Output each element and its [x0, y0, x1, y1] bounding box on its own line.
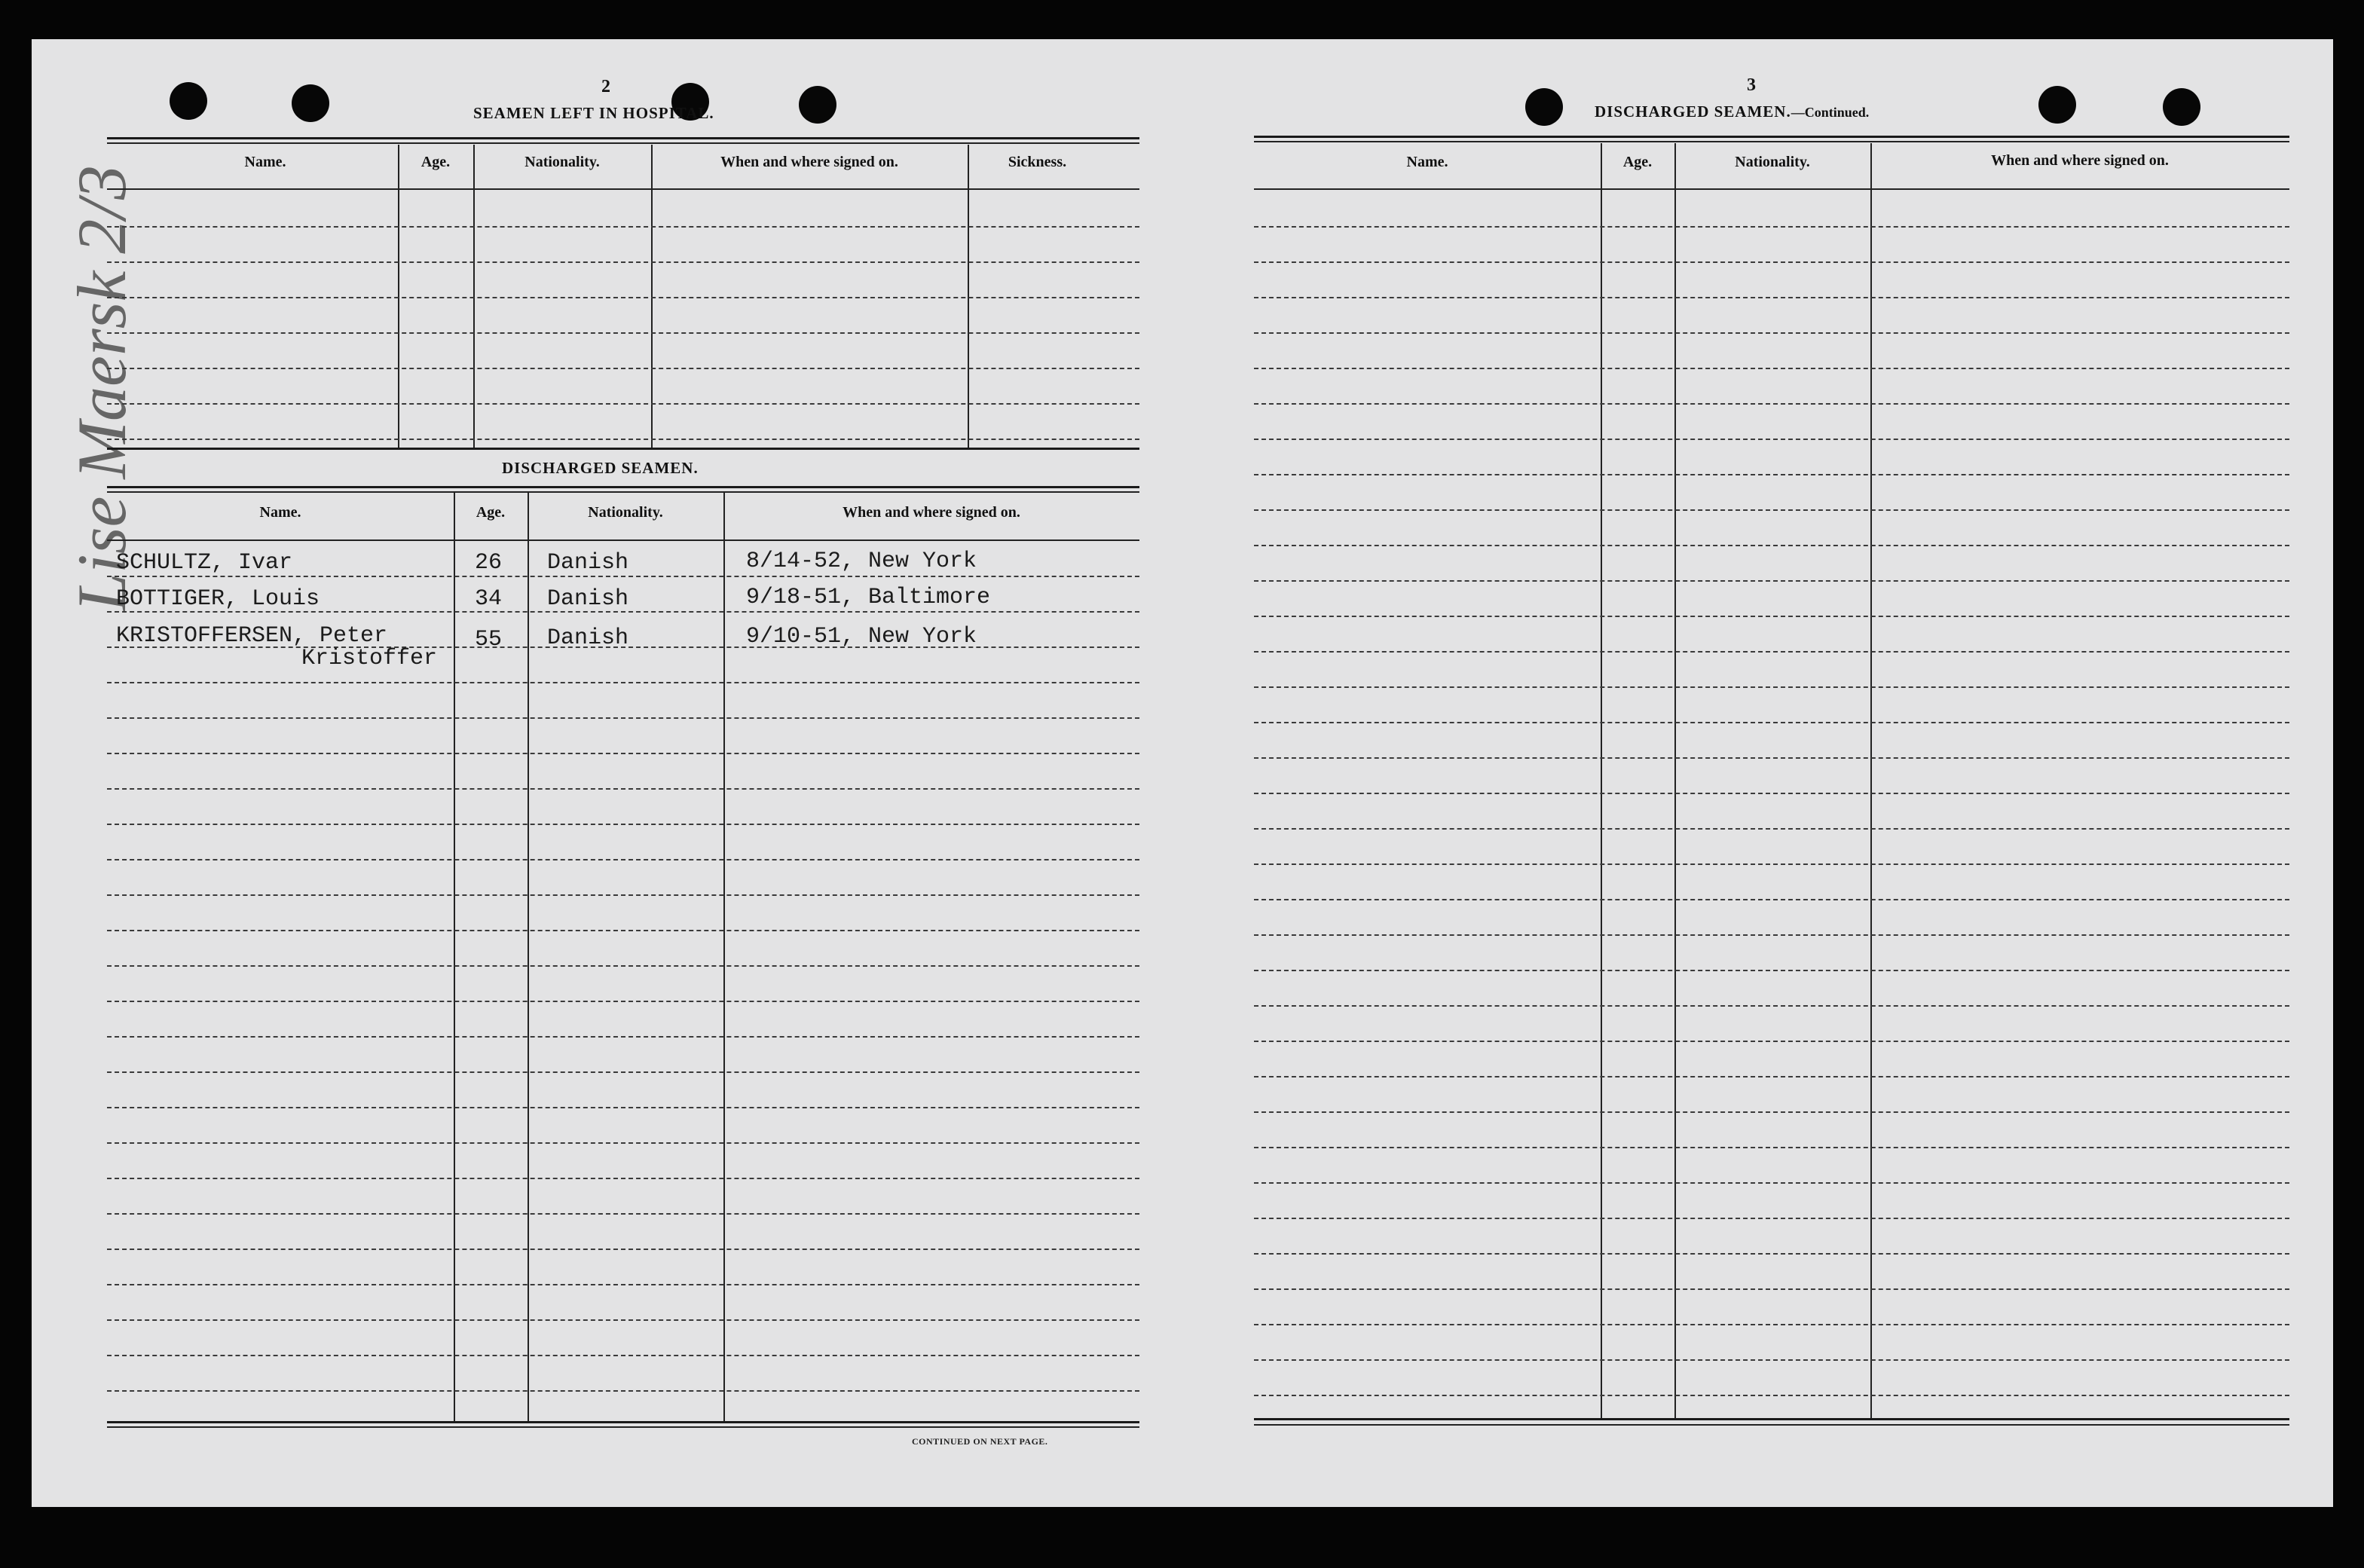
col-name-header: Name. — [1406, 154, 1448, 170]
row-line — [107, 1319, 1139, 1321]
hospital-section-title: SEAMEN LEFT IN HOSPITAL. — [473, 104, 714, 122]
seaman-signed-on: 9/10-51, New York — [746, 624, 977, 650]
rule — [1254, 136, 2289, 138]
row-line — [1254, 828, 2289, 830]
rule — [107, 491, 1139, 493]
col-divider — [454, 493, 455, 1423]
row-line — [1254, 509, 2289, 511]
seaman-name: SCHULTZ, Ivar — [116, 550, 293, 576]
row-line — [107, 682, 1139, 683]
margin-handwriting: Lise Maersk 2/3 — [63, 165, 140, 612]
row-line — [1254, 1005, 2289, 1007]
row-line — [1254, 1324, 2289, 1325]
discharged-continued-title — [1595, 102, 1869, 121]
rule — [107, 188, 1139, 190]
row-line — [1254, 226, 2289, 228]
rule — [107, 142, 1139, 144]
rule — [107, 539, 1139, 541]
rule — [1254, 1424, 2289, 1426]
row-line — [107, 297, 1139, 298]
rule — [107, 1421, 1139, 1423]
row-line — [1254, 686, 2289, 688]
col-nationality-header: Nationality. — [524, 154, 600, 170]
row-line — [107, 1355, 1139, 1356]
row-line — [107, 1178, 1139, 1179]
seaman-name: BOTTIGER, Louis — [116, 586, 320, 612]
rule — [107, 1426, 1139, 1428]
row-line — [1254, 580, 2289, 582]
seaman-age: 26 — [475, 550, 503, 576]
row-line — [107, 1249, 1139, 1250]
row-line — [1254, 899, 2289, 900]
ledger-sheet — [32, 39, 2333, 1507]
row-line — [107, 1036, 1139, 1038]
row-line — [107, 859, 1139, 860]
title-main: DISCHARGED SEAMEN. — [1595, 102, 1791, 121]
row-line — [1254, 757, 2289, 759]
page-number: 3 — [1747, 75, 1756, 95]
seaman-nationality: Danish — [547, 586, 629, 612]
col-divider — [1870, 143, 1872, 1418]
row-line — [107, 368, 1139, 369]
row-line — [1254, 1218, 2289, 1219]
row-line — [1254, 297, 2289, 298]
row-line — [1254, 616, 2289, 617]
punch-hole-icon — [170, 82, 207, 120]
seaman-name: KRISTOFFERSEN, Peter — [116, 623, 388, 649]
row-line — [107, 226, 1139, 228]
col-name-header: Name. — [259, 504, 301, 521]
col-age-header: Age. — [1622, 154, 1653, 170]
row-line — [107, 439, 1139, 440]
row-line — [1254, 1076, 2289, 1077]
col-nationality-header: Nationality. — [588, 504, 663, 521]
row-line — [1254, 368, 2289, 369]
col-divider — [528, 493, 529, 1423]
row-line — [107, 1284, 1139, 1285]
col-signed-header: When and where signed on. — [843, 504, 1020, 521]
row-line — [1254, 332, 2289, 334]
col-signed-header: When and where signed on. — [1991, 152, 2169, 169]
row-line — [107, 1213, 1139, 1215]
discharged-section-title: DISCHARGED SEAMEN. — [502, 459, 699, 477]
row-line — [1254, 934, 2289, 936]
col-age-header: Age. — [421, 154, 451, 170]
row-line — [1254, 1288, 2289, 1290]
seaman-signed-on: 8/14-52, New York — [746, 549, 977, 574]
rule — [1254, 141, 2289, 142]
col-age-header: Age. — [476, 504, 506, 521]
col-divider — [1601, 143, 1602, 1418]
row-line — [1254, 1395, 2289, 1396]
seaman-signed-on: 9/18-51, Baltimore — [746, 585, 991, 610]
row-line — [1254, 1041, 2289, 1042]
row-line — [1254, 970, 2289, 971]
col-sickness-header: Sickness. — [1008, 154, 1067, 170]
row-line — [107, 753, 1139, 754]
col-signed-header: When and where signed on. — [720, 154, 898, 170]
row-line — [1254, 722, 2289, 723]
rule — [107, 137, 1139, 139]
page-number: 2 — [601, 77, 610, 96]
row-line — [1254, 261, 2289, 263]
col-divider — [1674, 143, 1676, 1418]
row-line — [1254, 474, 2289, 475]
row-line — [107, 1390, 1139, 1392]
row-line — [1254, 1147, 2289, 1148]
row-line — [107, 1107, 1139, 1108]
row-line — [107, 824, 1139, 825]
row-line — [107, 930, 1139, 931]
punch-hole-icon — [2163, 88, 2200, 126]
row-line — [107, 894, 1139, 896]
rule — [1254, 188, 2289, 190]
row-line — [107, 1071, 1139, 1073]
row-line — [1254, 651, 2289, 653]
row-line — [107, 403, 1139, 405]
punch-hole-icon — [2038, 86, 2076, 124]
punch-hole-icon — [799, 86, 836, 124]
rule — [1254, 1418, 2289, 1420]
col-divider — [651, 145, 653, 448]
seaman-nationality: Danish — [547, 550, 629, 576]
row-line — [107, 576, 1139, 577]
row-line — [1254, 1182, 2289, 1184]
row-line — [107, 788, 1139, 790]
col-nationality-header: Nationality. — [1735, 154, 1810, 170]
row-line — [1254, 439, 2289, 440]
col-divider — [723, 493, 725, 1423]
rule — [107, 486, 1139, 488]
col-name-header: Name. — [244, 154, 286, 170]
row-line — [1254, 1359, 2289, 1361]
row-line — [107, 332, 1139, 334]
col-divider — [968, 145, 969, 448]
rule — [107, 448, 1139, 450]
seaman-nationality: Danish — [547, 625, 629, 651]
row-line — [1254, 793, 2289, 794]
row-line — [107, 1001, 1139, 1002]
row-line — [1254, 863, 2289, 865]
row-line — [1254, 545, 2289, 546]
punch-hole-icon — [292, 84, 329, 122]
title-suffix: —Continued. — [1791, 105, 1870, 120]
row-line — [107, 1142, 1139, 1144]
seaman-age: 34 — [475, 586, 503, 612]
row-line — [1254, 1253, 2289, 1255]
col-divider — [398, 145, 399, 448]
punch-hole-icon — [1525, 88, 1563, 126]
row-line — [1254, 1111, 2289, 1113]
col-divider — [473, 145, 475, 448]
row-line — [107, 261, 1139, 263]
row-line — [107, 717, 1139, 719]
seaman-name-continued: Kristoffer — [301, 646, 438, 671]
row-line — [1254, 403, 2289, 405]
seaman-age: 55 — [475, 627, 503, 653]
row-line — [107, 965, 1139, 967]
continued-note: CONTINUED ON NEXT PAGE. — [912, 1436, 1048, 1447]
